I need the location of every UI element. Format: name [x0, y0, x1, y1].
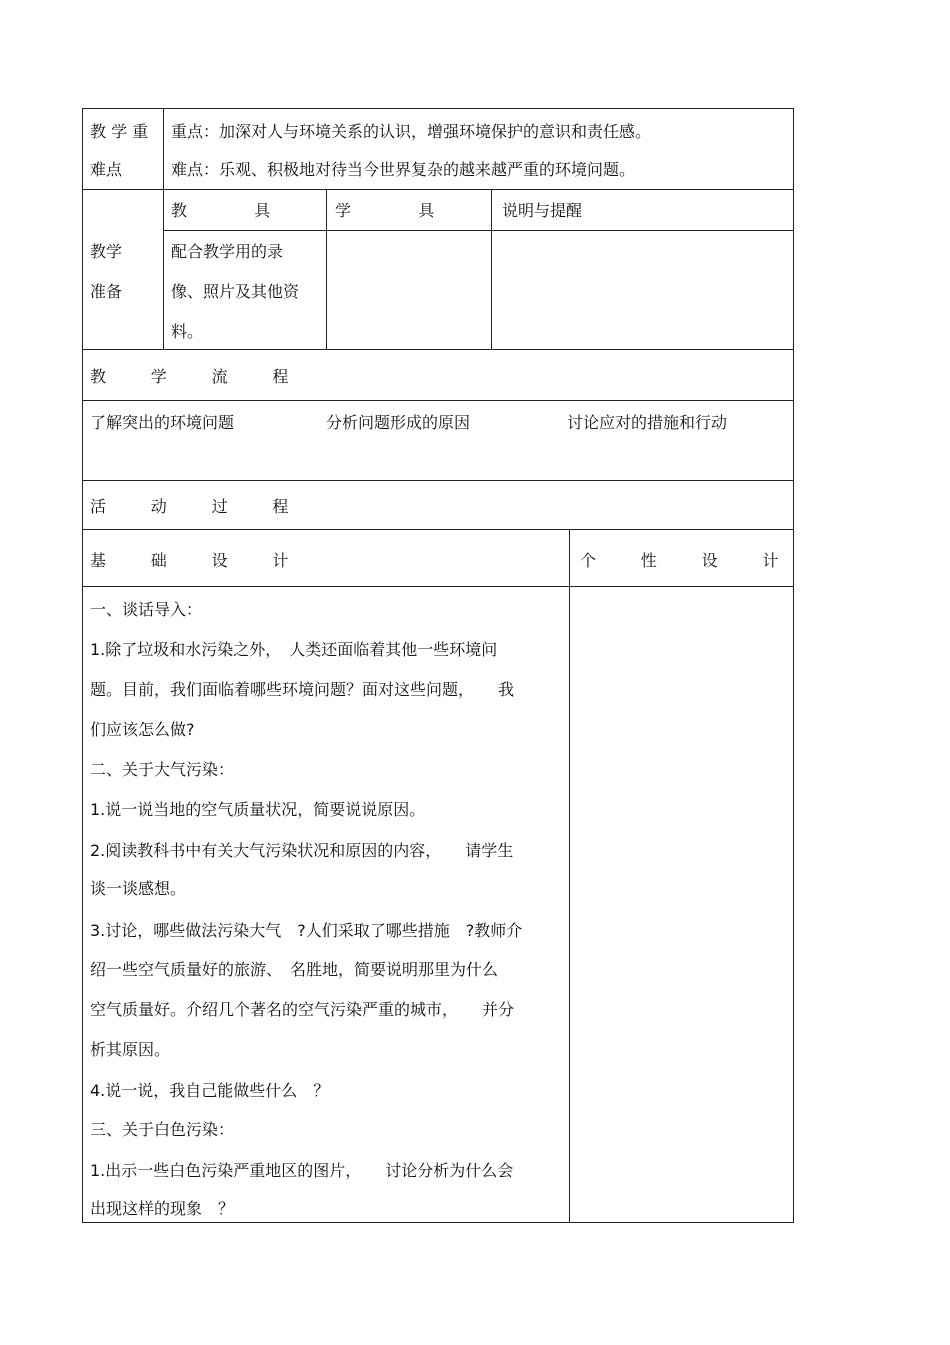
- difficulty-text: 难点：乐观、积极地对待当今世界复杂的越来越严重的环境问题。: [171, 160, 636, 179]
- preparation-label-line1: 教学: [90, 242, 123, 261]
- teacher-tools-header: 教 具: [171, 201, 296, 220]
- column-divider: [163, 108, 164, 349]
- content-line: 2.阅读教科书中有关大气污染状况和原因的内容， 请学生: [90, 841, 514, 860]
- row-divider: [82, 529, 794, 530]
- flow-step: 分析问题形成的原因: [326, 413, 471, 432]
- teacher-tools-line: 像、照片及其他资: [171, 282, 300, 301]
- column-divider: [326, 189, 327, 349]
- focus-label-line1: 教 学 重: [90, 122, 149, 141]
- content-line: 二、关于大气污染：: [90, 760, 235, 779]
- lesson-plan-table: [82, 108, 794, 1223]
- content-line: 1.除了垃圾和水污染之外， 人类还面临着其他一些环境问: [90, 640, 498, 659]
- content-line: 4.说一说，我自己能做些什么 ？: [90, 1081, 330, 1100]
- preparation-label-line2: 准备: [90, 282, 123, 301]
- row-divider: [82, 189, 794, 190]
- content-line: 绍一些空气质量好的旅游、 名胜地，简要说明那里为什么: [90, 960, 499, 979]
- basic-design-header: 基 础 设 计: [90, 551, 303, 570]
- content-line: 们应该怎么做?: [90, 720, 195, 739]
- content-line: 1.说一说当地的空气质量状况，简要说说原因。: [90, 800, 426, 819]
- column-divider: [569, 529, 570, 1223]
- row-divider: [82, 349, 794, 350]
- content-line: 析其原因。: [90, 1040, 171, 1059]
- row-divider: [82, 586, 794, 587]
- row-divider: [163, 230, 794, 231]
- content-line: 题。目前，我们面临着哪些环境问题？面对这些问题， 我: [90, 680, 515, 699]
- teacher-tools-line: 配合教学用的录: [171, 242, 284, 261]
- flow-title: 教 学 流 程: [90, 367, 303, 386]
- content-line: 出现这样的现象 ？: [90, 1199, 235, 1218]
- notes-header: 说明与提醒: [502, 201, 583, 220]
- content-line: 三、关于白色污染：: [90, 1120, 235, 1139]
- content-line: 谈一谈感想。: [90, 879, 187, 898]
- content-line: 空气质量好。介绍几个著名的空气污染严重的城市， 并分: [90, 1000, 515, 1019]
- row-divider: [82, 480, 794, 481]
- content-line: 3.讨论，哪些做法污染大气 ?人们采取了哪些措施 ?教师介: [90, 921, 523, 940]
- process-title: 活 动 过 程: [90, 497, 303, 516]
- column-divider: [491, 189, 492, 349]
- row-divider: [82, 400, 794, 401]
- student-tools-header: 学 具: [335, 201, 460, 220]
- key-point-text: 重点：加深对人与环境关系的认识，增强环境保护的意识和责任感。: [171, 122, 652, 141]
- flow-step: 了解突出的环境问题: [90, 413, 235, 432]
- personal-design-header: 个 性 设 计: [580, 551, 793, 570]
- flow-step: 讨论应对的措施和行动: [567, 413, 728, 432]
- content-line: 1.出示一些白色污染严重地区的图片， 讨论分析为什么会: [90, 1161, 514, 1180]
- focus-label-line2: 难点: [90, 160, 123, 179]
- teacher-tools-line: 料。: [171, 322, 204, 341]
- content-line: 一、谈话导入：: [90, 600, 203, 619]
